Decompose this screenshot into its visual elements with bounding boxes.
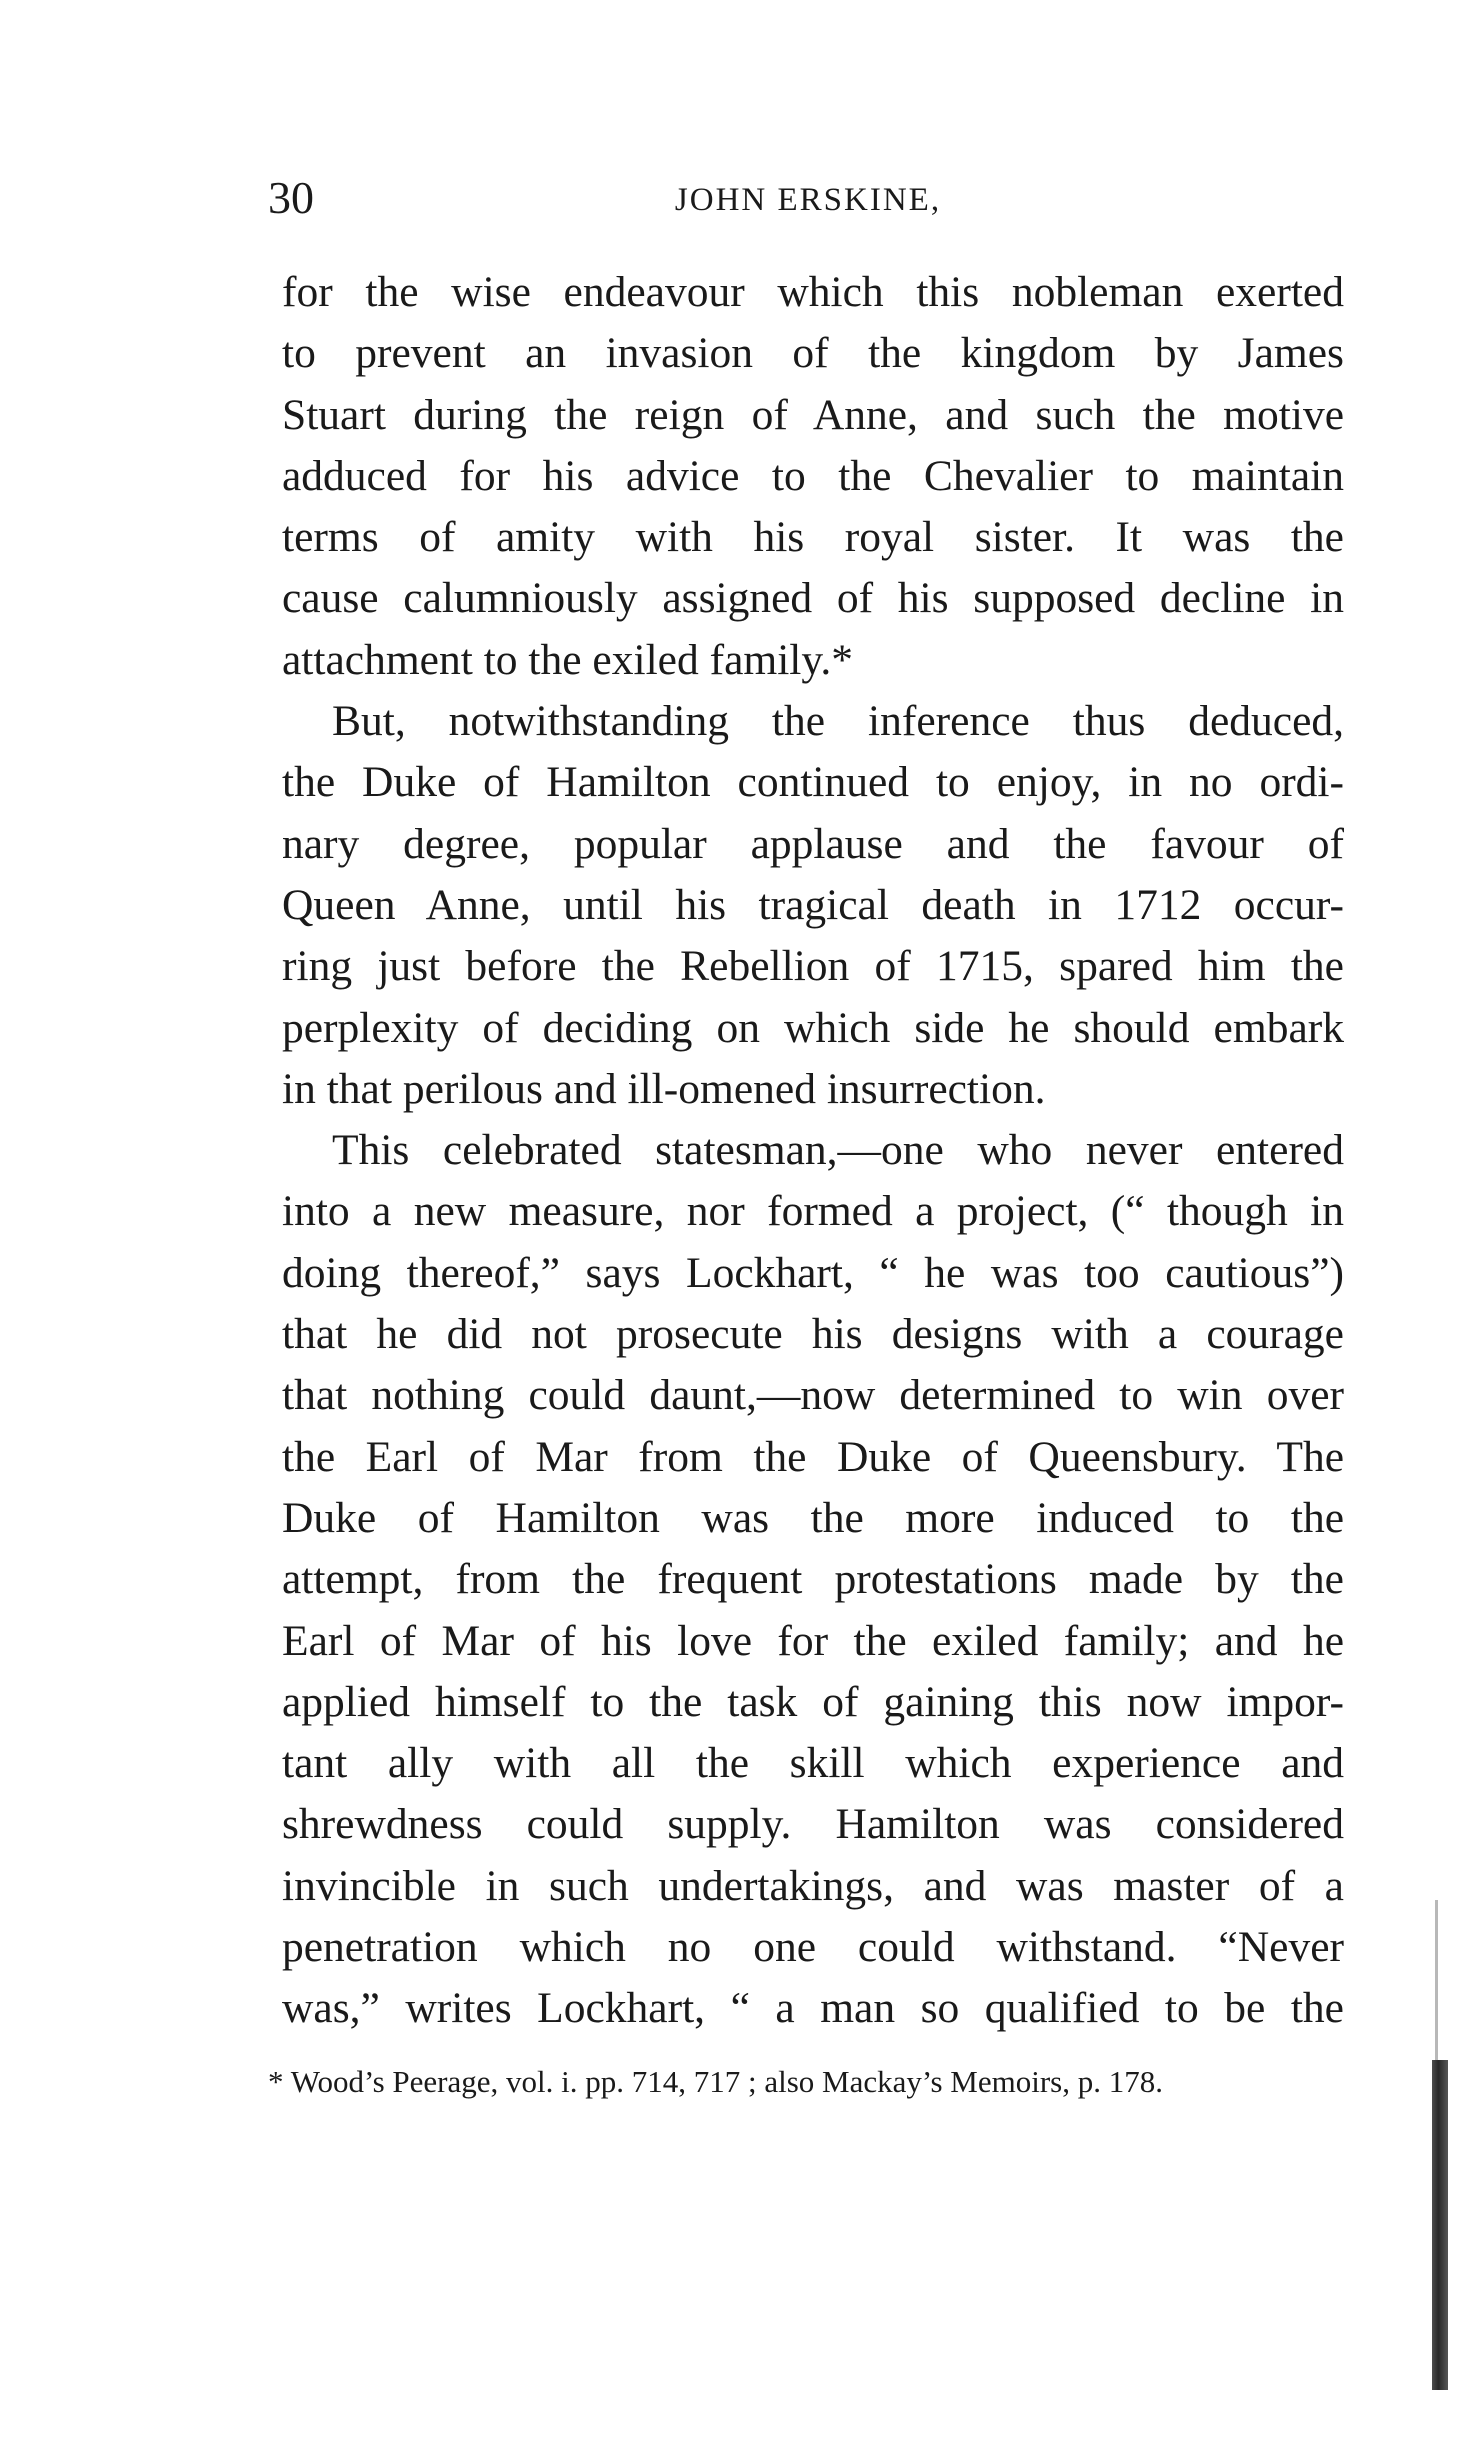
- scan-edge-shadow: [1432, 2060, 1448, 2390]
- text-line: Earl of Mar of his love for the exiled family; and he: [282, 1616, 1344, 1665]
- text-line: in that perilous and ill-omened insurrection.: [282, 1064, 1046, 1113]
- text-line: terms of amity with his royal sister. It was the: [282, 513, 1344, 562]
- text-line: shrewdness could supply. Hamilton was considered: [282, 1800, 1344, 1849]
- text-line: to prevent an invasion of the kingdom by James: [282, 329, 1344, 378]
- text-line: This celebrated statesman,—one who never entered: [332, 1126, 1344, 1175]
- text-line: But, notwithstanding the inference thus deduced,: [332, 697, 1344, 746]
- text-line: doing thereof,” says Lockhart, “ he was too cautious”): [282, 1248, 1344, 1297]
- text-line: perplexity of deciding on which side he should embark: [282, 1003, 1344, 1052]
- text-line: nary degree, popular applause and the favour of: [282, 819, 1344, 868]
- text-line: attachment to the exiled family.*: [282, 635, 853, 684]
- text-line: for the wise endeavour which this nobleman exerted: [282, 268, 1344, 316]
- text-line: that he did not prosecute his designs with a courage: [282, 1310, 1344, 1359]
- text-line: was,” writes Lockhart, “ a man so qualified to be the: [282, 1984, 1344, 2033]
- scan-edge-mark: [1435, 1900, 1438, 2060]
- text-line: that nothing could daunt,—now determined to win over: [282, 1371, 1344, 1420]
- text-line: penetration which no one could withstand. “Never: [282, 1923, 1344, 1972]
- text-line: into a new measure, nor formed a project, (“ though in: [282, 1187, 1344, 1236]
- text-line: Duke of Hamilton was the more induced to the: [282, 1493, 1344, 1542]
- paragraph-1: [282, 262, 1344, 691]
- running-title: JOHN ERSKINE,: [674, 182, 942, 218]
- text-line: tant ally with all the skill which experience and: [282, 1739, 1344, 1788]
- footnote: * Wood’s Peerage, vol. i. pp. 714, 717 ; also Mackay’s Memoirs, p. 178.: [268, 2064, 1163, 2099]
- paragraph-3: [282, 1120, 1344, 2039]
- text-line: ring just before the Rebellion of 1715, spared him the: [282, 942, 1344, 991]
- text-line: invincible in such undertakings, and was master of a: [282, 1861, 1344, 1910]
- text-line: the Duke of Hamilton continued to enjoy, in no ordi-: [282, 758, 1344, 807]
- text-line: applied himself to the task of gaining this now impor-: [282, 1677, 1344, 1726]
- paragraph-2: [282, 691, 1344, 1120]
- page-number: 30: [268, 172, 314, 223]
- text-line: cause calumniously assigned of his supposed decline in: [282, 574, 1344, 623]
- page-header: [268, 168, 1348, 228]
- body-text: [282, 262, 1344, 2040]
- text-line: Stuart during the reign of Anne, and such the motive: [282, 390, 1344, 439]
- text-line: attempt, from the frequent protestations made by the: [282, 1555, 1344, 1604]
- text-line: Queen Anne, until his tragical death in 1712 occur-: [282, 880, 1344, 929]
- text-line: adduced for his advice to the Chevalier to maintain: [282, 451, 1344, 500]
- text-line: the Earl of Mar from the Duke of Queensbury. The: [282, 1432, 1344, 1481]
